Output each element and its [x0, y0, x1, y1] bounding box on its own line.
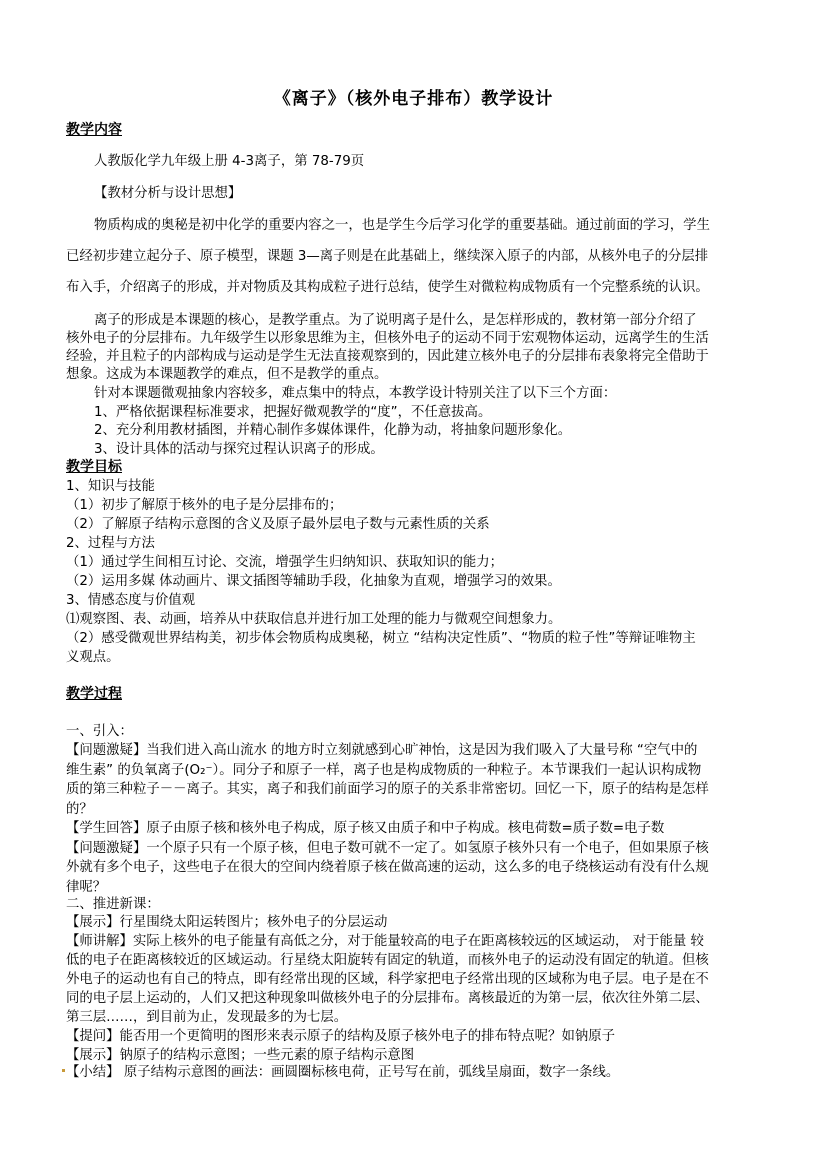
source-line: 人教版化学九年级上册 4-3离子，第 78-79页	[94, 154, 365, 169]
process-line: 一、引入：	[66, 724, 133, 739]
goal-line: ⑴观察图、表、动画，培养从中获取信息并进行加工处理的能力与微观空间想象力。	[66, 612, 562, 627]
section-heading-goals: 教学目标	[66, 459, 122, 475]
goal-line: （1）初步了解原于核外的电子是分层排布的；	[66, 498, 343, 513]
goal-line: 义观点。	[66, 650, 120, 665]
paragraph-line: 布入手，介绍离子的形成，并对物质及其构成粒子进行总结，使学生对微粒构成物质有一个完整系统的认识。	[66, 280, 709, 295]
process-line: 第三层……，到目前为止，发现最多的为七层。	[66, 1010, 348, 1025]
goal-line: （1）通过学生间相互讨论、交流，增强学生归纳知识、获取知识的能力；	[66, 555, 504, 570]
list-item: 1、严格依据课程标准要求，把握好微观教学的“度”，不任意拔高。	[94, 405, 492, 420]
analysis-title: 【教材分析与设计思想】	[94, 186, 242, 201]
process-line: 【师讲解】实际上核外的电子能量有高低之分，对于能量较高的电子在距离核较远的区域运动， 对于能量 较	[66, 934, 704, 949]
process-line: 二、推进新课：	[66, 897, 160, 912]
paragraph-line: 想象。这成为本课题教学的难点，但不是教学的重点。	[66, 367, 388, 382]
process-line: 质的第三种粒子－－离子。其实，离子和我们前面学习的原子的关系非常密切。回忆一下，原子的结构是怎样	[66, 782, 709, 797]
process-line: 【学生回答】原子由原子核和核外电子构成，原子核又由质子和中子构成。核电荷数=质子数=电子数	[66, 821, 665, 836]
paragraph-line: 核外电子的分层排布。九年级学生以形象思维为主，但核外电子的运动不同于宏观物体运动，远离学生的生活	[66, 331, 709, 346]
process-line: 【提问】能否用一个更简明的图形来表示原子的结构及原子核外电子的排布特点呢？如钠原子	[66, 1029, 616, 1044]
goal-line: 2、过程与方法	[66, 536, 155, 551]
process-line: 【展示】钠原子的结构示意图；一些元素的原子结构示意图	[66, 1048, 415, 1063]
process-line: 外电子的运动也有自己的特点，即有经常出现的区域，科学家把电子经常出现的区域称为电子层。电子是在不	[66, 972, 709, 987]
paragraph-line: 离子的形成是本课题的核心，是教学重点。为了说明离子是什么，是怎样形成的，教材第一部分介绍了	[94, 313, 697, 328]
list-item: 2、充分利用教材插图，并精心制作多媒体课件，化静为动，将抽象问题形象化。	[94, 423, 572, 438]
process-line: 的？	[66, 802, 93, 817]
process-line: 同的电子层上运动的，人们又把这种现象叫做核外电子的分层排布。离核最近的为第一层，依次往外第二层、	[66, 991, 709, 1006]
goal-line: （2）感受微观世界结构美，初步体会物质构成奥秘，树立 “结构决定性质”、“物质的粒子性”等辩证唯物主	[66, 631, 696, 646]
goal-line: （2）运用多媒 体动画片、课文插图等辅助手段，化抽象为直观，增强学习的效果。	[66, 574, 561, 589]
paragraph-line: 经验，并且粒子的内部构成与运动是学生无法直接观察到的，因此建立核外电子的分层排布表象将完全借助于	[66, 349, 709, 364]
document-title: 《离子》（核外电子排布）教学设计	[273, 89, 554, 109]
paragraph-line: 物质构成的奥秘是初中化学的重要内容之一，也是学生今后学习化学的重要基础。通过前面的学习，学生	[94, 218, 710, 233]
list-item: 3、设计具体的活动与探究过程认识离子的形成。	[94, 442, 384, 457]
process-line: 【展示】行星围绕太阳运转图片；核外电子的分层运动	[66, 915, 388, 930]
section-heading-process: 教学过程	[66, 686, 122, 702]
process-line: 【问题激疑】一个原子只有一个原子核，但电子数可就不一定了。如氢原子核外只有一个电子，但如果原子核	[66, 841, 709, 856]
goal-line: （2）了解原子结构示意图的含义及原子最外层电子数与元素性质的关系	[66, 517, 490, 532]
process-line: 【小结】 原子结构示意图的画法：画圆圈标核电荷，正号写在前，弧线呈扇面，数字一条线。	[66, 1065, 620, 1080]
paragraph-line: 已经初步建立起分子、原子模型，课题 3—离子则是在此基础上，继续深入原子的内部，从核外电子的分层排	[66, 249, 709, 264]
process-line: 外就有多个电子，这些电子在很大的空间内绕着原子核在做高速的运动，这么多的电子绕核运动有没有什么规	[66, 860, 709, 875]
section-heading-content: 教学内容	[66, 122, 122, 138]
text-marker	[62, 1069, 65, 1072]
process-line: 低的电子在距离核较近的区域运动。行星绕太阳旋转有固定的轨道，而核外电子的运动没有固定的轨道。但核	[66, 953, 709, 968]
process-line: 【问题激疑】当我们进入高山流水 的地方时立刻就感到心旷神怡，这是因为我们吸入了大量号称 “空气中的	[66, 743, 698, 758]
goal-line: 1、知识与技能	[66, 479, 155, 494]
process-line: 律呢？	[66, 880, 107, 895]
process-line: 维生素” 的负氧离子(O₂⁻）。同分子和原子一样，离子也是构成物质的一种粒子。本节课我们一起认识构成物	[66, 763, 702, 778]
paragraph-line: 针对本课题微观抽象内容较多，难点集中的特点，本教学设计特别关注了以下三个方面：	[94, 386, 617, 401]
goal-line: 3、情感态度与价值观	[66, 593, 196, 608]
